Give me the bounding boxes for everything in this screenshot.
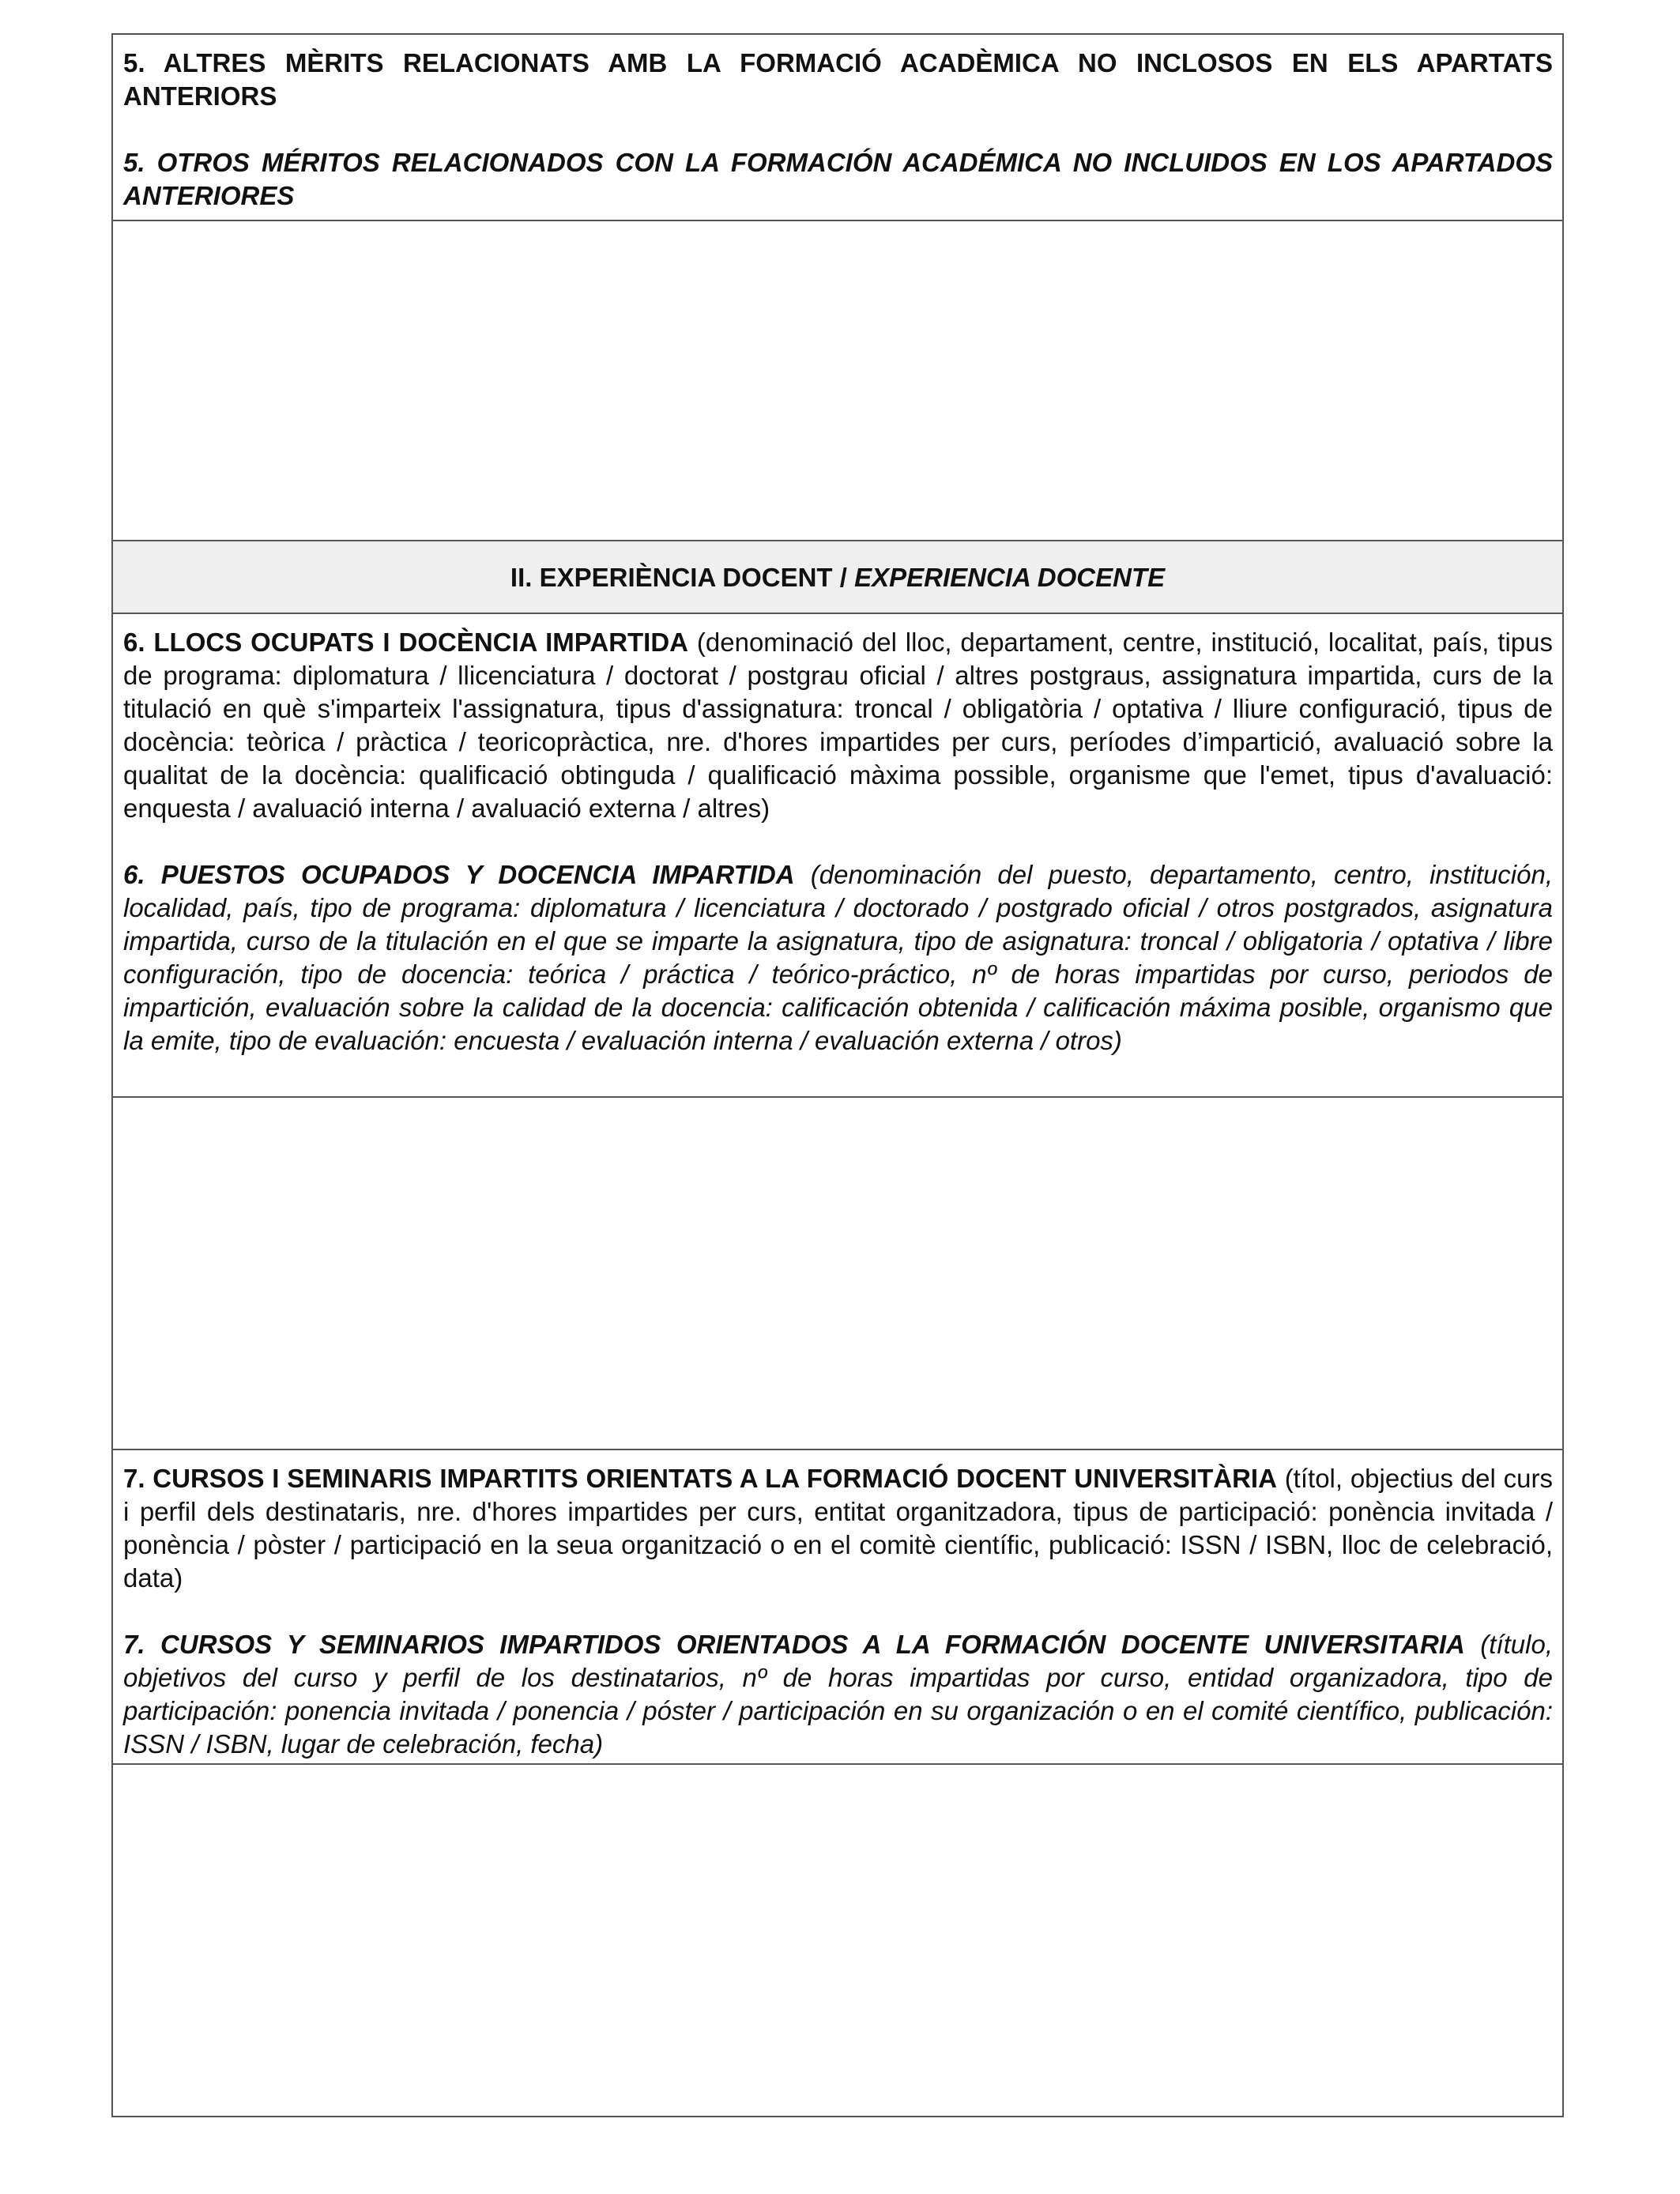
merit-6-desc-es: (denominación del puesto, departamento, centro, institución, localidad, país, tipo de programa: diplomatura / licenciatura / doctorado / postgrado oficial / otros postgrados, asignatura impartida, curso de la titulación en el que se imparte la asignatura, tipo de asignatura: troncal / obligatoria / optativa / libre configuración, tipo de docencia: teórica / práctica / teórico-práctico, nº de horas impartidas por curso, periodos de impartición, evaluación sobre la calidad de la docencia: calificación obtenida / calificación máxima posible, organismo que la emite, tipo de evaluación: encuesta / evaluación interna / evaluación externa / otros) bbox=[123, 860, 1554, 1055]
section-ii-heading bbox=[113, 541, 1562, 614]
merit-6-es bbox=[123, 858, 1553, 1057]
merit-7-es bbox=[123, 1628, 1553, 1761]
merit-5-entry-field[interactable] bbox=[113, 221, 1562, 541]
merit-6-header bbox=[113, 614, 1562, 1098]
merit-7-title-es: 7. CURSOS Y SEMINARIOS IMPARTIDOS ORIENTADOS A LA FORMACIÓN DOCENTE UNIVERSITARIA bbox=[123, 1630, 1465, 1659]
merit-7-header bbox=[113, 1450, 1562, 1765]
section-ii-title-ca: II. EXPERIÈNCIA DOCENT / bbox=[510, 563, 855, 592]
merit-6-title-ca: 6. LLOCS OCUPATS I DOCÈNCIA IMPARTIDA bbox=[123, 628, 689, 657]
merit-5-title-es: 5. OTROS MÉRITOS RELACIONADOS CON LA FORMACIÓN ACADÉMICA NO INCLUIDOS EN LOS APARTADOS ANTERIORES bbox=[123, 148, 1553, 210]
merit-6-title-es: 6. PUESTOS OCUPADOS Y DOCENCIA IMPARTIDA bbox=[123, 860, 795, 889]
merit-5-header bbox=[113, 35, 1562, 221]
section-ii-title-es: EXPERIENCIA DOCENTE bbox=[854, 563, 1166, 592]
merit-7-title-ca: 7. CURSOS I SEMINARIS IMPARTITS ORIENTATS A LA FORMACIÓ DOCENT UNIVERSITÀRIA bbox=[123, 1464, 1277, 1493]
merit-6-entry-field[interactable] bbox=[113, 1098, 1562, 1450]
merit-6-ca bbox=[123, 626, 1553, 825]
merit-7-entry-field[interactable] bbox=[113, 1765, 1562, 2116]
merit-7-desc-es: (título, objetivos del curso y perfil de los destinatarios, nº de horas impartidas por curso, entidad organizadora, tipo de participación: ponencia invitada / ponencia / póster / participación en su organización o en el comité científico, publicación: ISSN / ISBN, lugar de celebración, fecha) bbox=[123, 1630, 1554, 1759]
cv-form-table bbox=[111, 33, 1564, 2117]
merit-6-desc-ca: (denominació del lloc, departament, centre, institució, localitat, país, tipus de programa: diplomatura / llicenciatura / doctorat / postgrau oficial / altres postgraus, assignatura impartida, curs de la titulació en què s'imparteix l'assignatura, tipus d'assignatura: troncal / obligatòria / optativa / lliure configuració, tipus de docència: teòrica / pràctica / teoricopràctica, nre. d'hores impartides per curs, períodes d’impartició, avaluació sobre la qualitat de la docència: qualificació obtinguda / qualificació màxima possible, organisme que l'emet, tipus d'avaluació: enquesta / avaluació interna / avaluació externa / altres) bbox=[123, 628, 1553, 823]
merit-7-desc-ca: (títol, objectius del curs i perfil dels destinataris, nre. d'hores impartides per curs, entitat organitzadora, tipus de participació: ponència invitada / ponència / pòster / participació en la seua organització o en el comitè científic, publicació: ISSN / ISBN, lloc de celebració, data) bbox=[123, 1464, 1553, 1593]
merit-5-title-ca: 5. ALTRES MÈRITS RELACIONATS AMB LA FORMACIÓ ACADÈMICA NO INCLOSOS EN ELS APARTATS ANTERIORS bbox=[123, 48, 1553, 111]
merit-7-ca bbox=[123, 1462, 1553, 1595]
